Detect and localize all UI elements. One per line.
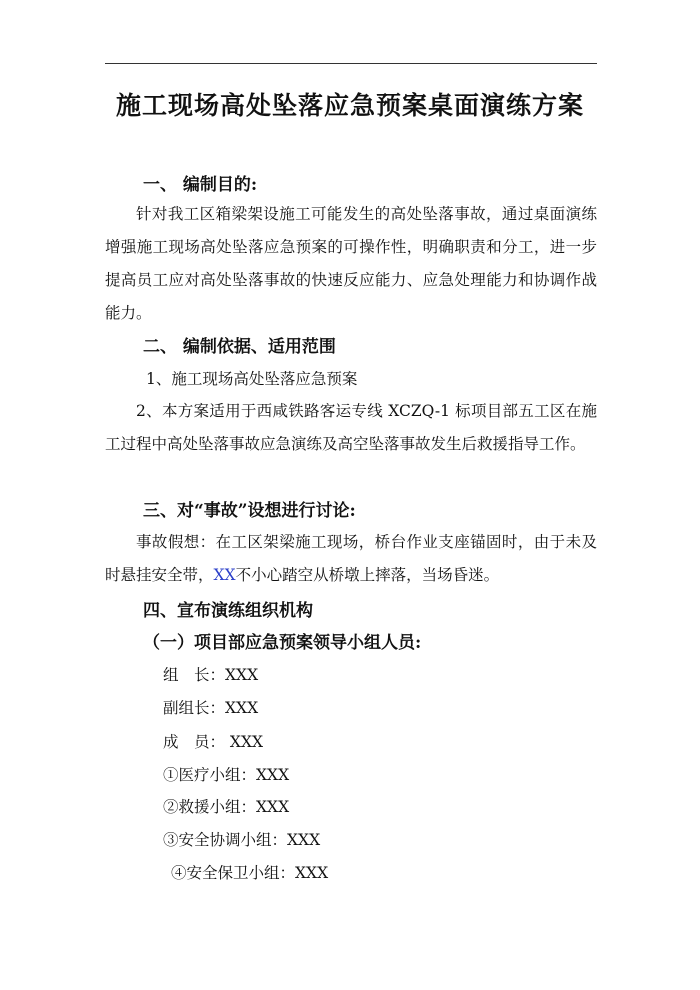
section-3-body-tail: 不小心踏空从桥墩上摔落，当场昏迷。 bbox=[235, 566, 500, 584]
section-3-heading: 三、对“事故”设想进行讨论: bbox=[143, 501, 356, 521]
section-2-heading: 二、 编制依据、适用范围 bbox=[143, 337, 336, 357]
section-3-body bbox=[105, 526, 597, 592]
section-4-subheading: （一）项目部应急预案领导小组人员: bbox=[143, 633, 422, 653]
section-3-highlight: XX bbox=[213, 566, 236, 584]
section-2-item-1: 1、施工现场高处坠落应急预案 bbox=[146, 370, 358, 388]
member-line: 副组长：XXX bbox=[163, 699, 259, 717]
member-line: ④安全保卫小组：XXX bbox=[171, 864, 329, 882]
document-title: 施工现场高处坠落应急预案桌面演练方案 bbox=[115, 91, 584, 120]
section-2-item-2: 2、本方案适用于西咸铁路客运专线 XCZQ-1 标项目部五工区在施工过程中高处坠落事故应急演练及高空坠落事故发生后救援指导工作。 bbox=[105, 402, 597, 453]
section-4-heading: 四、宣布演练组织机构 bbox=[143, 601, 313, 621]
member-line: ③安全协调小组：XXX bbox=[163, 831, 321, 849]
member-line: 组 长：XXX bbox=[163, 666, 259, 684]
header-rule bbox=[105, 63, 597, 64]
section-1-heading: 一、 编制目的: bbox=[143, 175, 258, 195]
section-3-body-text: 事故假想：在工区架梁施工现场，桥台作业支座锚固时，由于未及时悬挂安全带， bbox=[105, 533, 597, 584]
member-line: ①医疗小组：XXX bbox=[163, 766, 290, 784]
section-1-body: 针对我工区箱梁架设施工可能发生的高处坠落事故，通过桌面演练增强施工现场高处坠落应急预案的可操作性，明确职责和分工，进一步提高员工应对高处坠落事故的快速反应能力、应急处理能力和协调作战能力。 bbox=[105, 205, 597, 322]
member-line: ②救援小组：XXX bbox=[163, 798, 290, 816]
member-line: 成 员： XXX bbox=[163, 733, 264, 751]
